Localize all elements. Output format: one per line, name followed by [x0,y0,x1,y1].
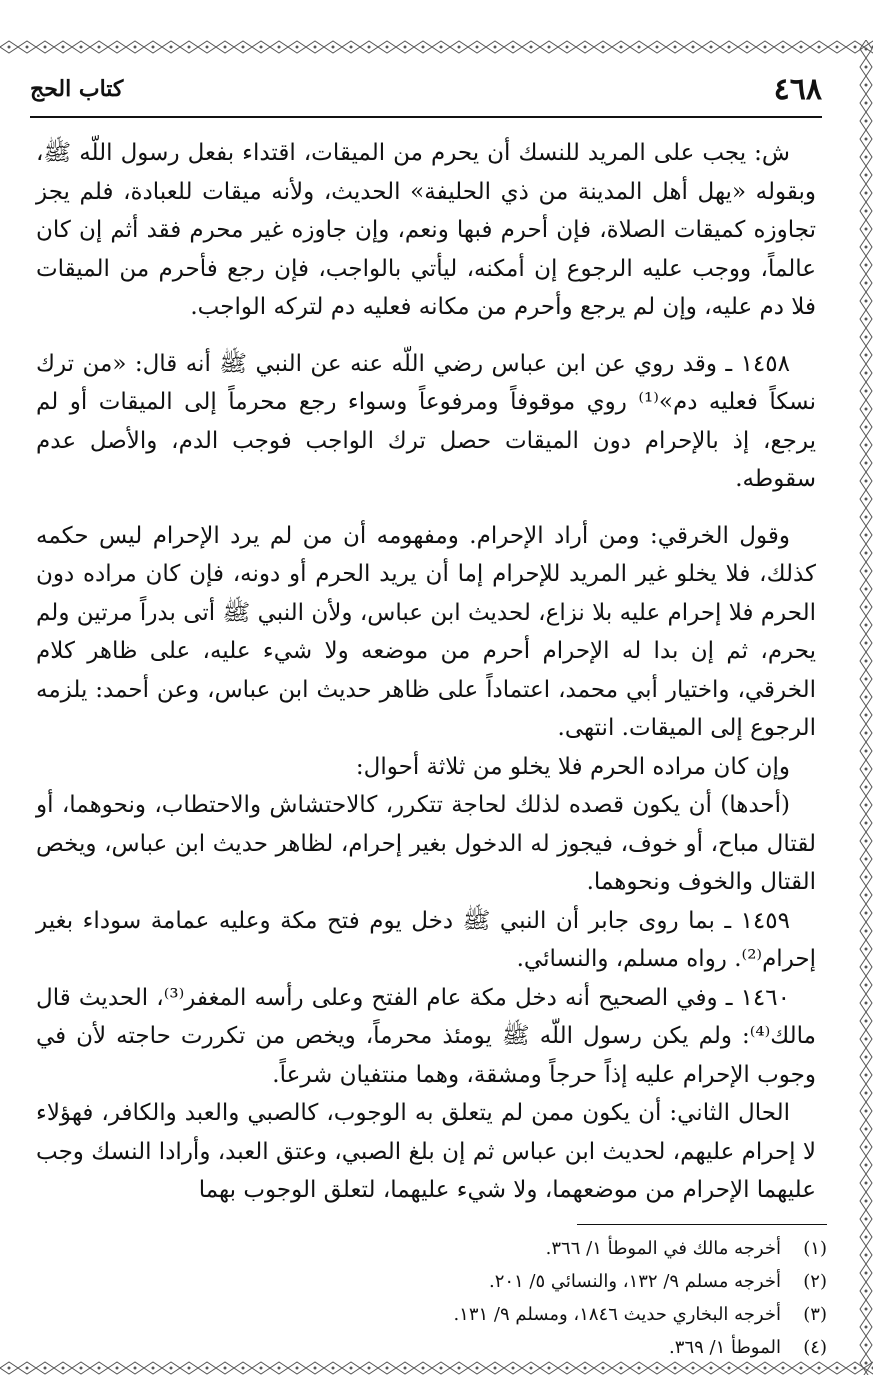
footnote-number: (٤) [803,1337,827,1358]
footnote [47,1298,827,1331]
paragraph: ش: يجب على المريد للنسك أن يحرم من الميقات، اقتداء بفعل رسول اللّه ﷺ، وبقوله «يهل أهل المدينة من ذي الحليفة» الحديث، ولأنه ميقات للعبادة، فلم يجز تجاوزه كميقات الصلاة، فإن أحرم فبها ونعم، وإن جاوزه غير محرم فقد أثم إن كان عالماً، ووجب عليه الرجوع إن أمكنه، ليأتي بالواجب، فإن رجع فأحرم من الميقات فلا دم عليه، وإن لم يرجع وأحرم من مكانه فعليه دم لتركه الواجب. [36,140,816,320]
page-header [30,72,822,112]
paragraph: الحال الثاني: أن يكون ممن لم يتعلق به الوجوب، كالصبي والعبد والكافر، فهؤلاء لا إحرام عليهم، لحديث ابن عباس ثم إن بلغ الصبي، وعتق العبد، وأرادا النسك وجب عليهما الإحرام من موضعهما، ولا شيء عليهما، لتعلق الوجوب بهما [36,1100,816,1203]
footnote-number: (٢) [803,1271,827,1292]
main-text [36,134,816,1210]
ornamental-border-right [859,40,873,1375]
book-title: كتاب الحج [30,76,124,102]
ornamental-border-top [0,40,873,54]
footnote [47,1331,827,1364]
footnotes [47,1232,827,1364]
footnote-text: أخرجه مسلم ٩/ ١٣٢، والنسائي ٥/ ٢٠١. [488,1271,781,1292]
footnote-rule [577,1224,827,1225]
paragraph: وإن كان مراده الحرم فلا يخلو من ثلاثة أحوال: [355,753,790,780]
footnote [47,1232,827,1265]
footnote-number: (١) [803,1238,827,1259]
paragraph: ١٤٥٩ ـ بما روى جابر أن النبي ﷺ دخل يوم فتح مكة وعليه عمامة سوداء بغير إحرام⁽²⁾. رواه مسلم، والنسائي. [36,907,816,972]
header-rule [30,116,822,118]
paragraph: وقول الخرقي: ومن أراد الإحرام. ومفهومه أن من لم يرد الإحرام ليس حكمه كذلك، فلا يخلو غير المريد للإحرام إما أن يريد الحرم أو دونه، فإن كان مراده دون الحرم فلا إحرام عليه بلا نزاع، لحديث ابن عباس، ولأن النبي ﷺ أتى بدراً مرتين ولم يحرم، ثم إن بدا له الإحرام أحرم من موضعه ولا شيء عليه، على ظاهر كلام الخرقي، واختيار أبي محمد، اعتماداً على ظاهر حديث ابن عباس، وعن أحمد: يلزمه الرجوع إلى الميقات. انتهى. [36,522,816,741]
page-number: ٤٦٨ [773,72,822,107]
footnote-text: الموطأ ١/ ٣٦٩. [669,1337,781,1358]
paragraph: ١٤٥٨ ـ وقد روي عن ابن عباس رضي اللّه عنه عن النبي ﷺ أنه قال: «من ترك نسكاً فعليه دم»⁽¹⁾ روي موقوفاً ومرفوعاً وسواء رجع محرماً إلى الميقات أو لم يرجع، إذ بالإحرام دون الميقات حصل ترك الواجب فوجب الدم، والأصل عدم سقوطه. [36,350,817,492]
footnote-text: أخرجه البخاري حديث ١٨٤٦، ومسلم ٩/ ١٣١. [453,1304,781,1325]
footnote-text: أخرجه مالك في الموطأ ١/ ٣٦٦. [545,1238,781,1259]
footnote [47,1265,827,1298]
footnote-number: (٣) [803,1304,827,1325]
paragraph: ١٤٦٠ ـ وفي الصحيح أنه دخل مكة عام الفتح وعلى رأسه المغفر⁽³⁾، الحديث قال مالك⁽⁴⁾: ولم يكن رسول اللّه ﷺ يومئذ محرماً، ويخص من تكررت حاجته لأن في وجوب الإحرام عليه إذاً حرجاً ومشقة، وهما منتفيان شرعاً. [36,984,816,1088]
paragraph: (أحدها) أن يكون قصده لذلك لحاجة تتكرر، كالاحتشاش والاحتطاب، ونحوهما، أو لقتال مباح، أو خوف، فيجوز له الدخول بغير إحرام، لظاهر حديث ابن عباس، ويخص القتال والخوف ونحوهما. [36,792,816,895]
